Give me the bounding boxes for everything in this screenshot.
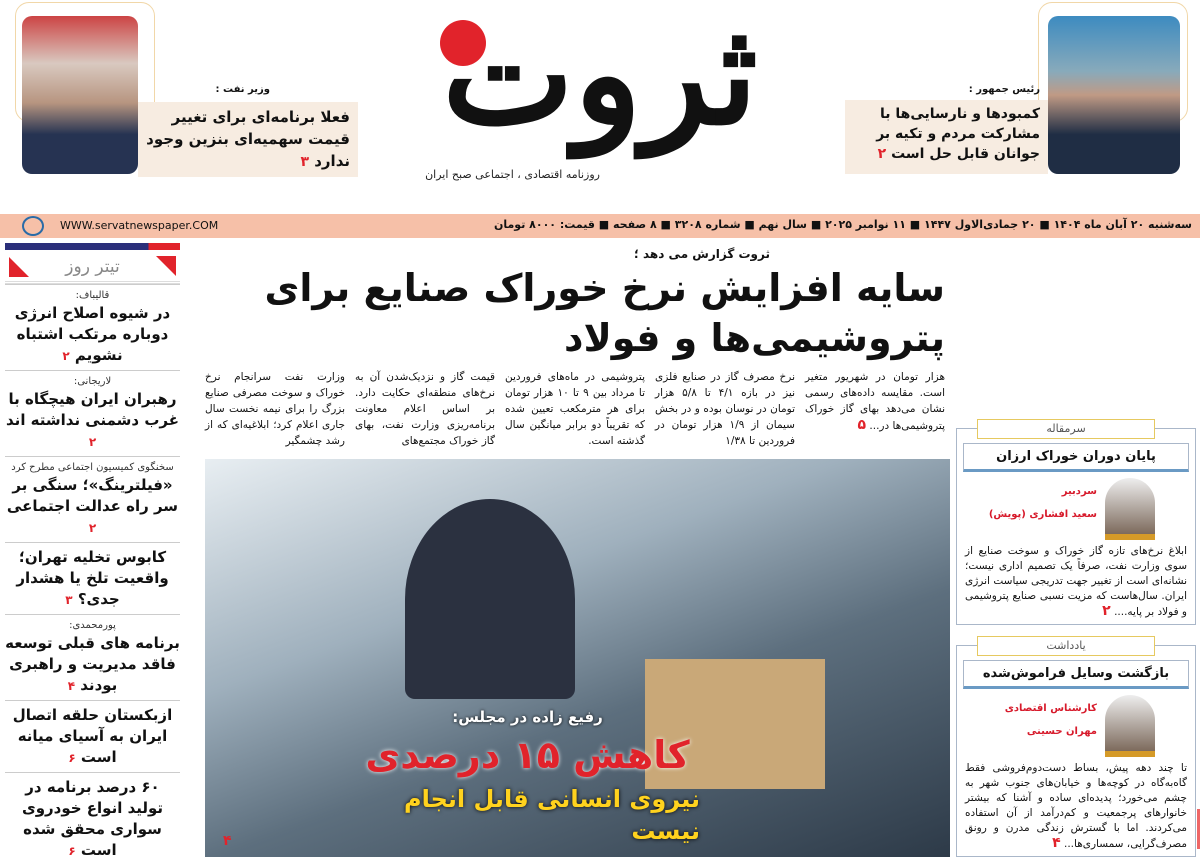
sidebar-headline[interactable] (5, 456, 180, 542)
minister-photo (22, 16, 138, 174)
editorial-card[interactable] (956, 422, 1196, 625)
sidebar-title-text: تیتر روز (65, 257, 120, 277)
photo-subhead: نیروی انسانی قابل انجام نیست (404, 785, 700, 845)
main-column (805, 369, 945, 449)
sidebar-kicker: سخنگوی کمیسیون اجتماعی مطرح کرد (11, 462, 174, 473)
teaser-right-headline: کمبودها و نارسایی‌ها با مشارکت مردم و تکیه بر جوانان قابل حل است (876, 106, 1040, 162)
main-column-text: هزار تومان در شهریور متغیر است. مقایسه داده‌های رسمی نشان می‌دهد بهای گاز خوراک پتروشیمی‌ها در... (805, 371, 945, 432)
photo-kicker: رفیع زاده در مجلس: (452, 708, 603, 726)
sidebar-headline-block (5, 389, 180, 453)
author-avatar (1105, 695, 1155, 757)
teaser-right-kicker: رئیس جمهور : (968, 84, 1040, 95)
note-title: بازگشت وسایل فراموش‌شده (963, 660, 1189, 689)
teaser-left[interactable] (138, 102, 358, 177)
sidebar-headline-block (5, 303, 180, 367)
issue-date: سه‌شنبه ۲۰ آبان ماه ۱۴۰۴ ■ ۲۰ جمادی‌الاول ۱۴۴۷ ■ ۱۱ نوامبر ۲۰۲۵ ■ سال نهم ■ شماره ۳۲۰۸ ■ ۸ صفحه ■ قیمت: ۸۰۰۰ تومان (493, 218, 1192, 231)
president-photo (1048, 16, 1180, 174)
editorial-author: سعید افشاری (پویش) (988, 509, 1097, 520)
sidebar-headline-text: ازبکستان حلقه اتصال ایران به آسیای میانه است (12, 706, 173, 766)
sidebar-headline-block (5, 633, 180, 697)
main-headline[interactable]: سایه افزایش نرخ خوراک صنایع برای پتروشیمی‌ها و فولاد (264, 266, 945, 360)
note-label: یادداشت (977, 636, 1155, 656)
corner-icon (9, 257, 29, 277)
sidebar-headline-text: «فیلترینگ»؛ سنگی بر سر راه عدالت اجتماعی (6, 476, 179, 515)
author-avatar (1105, 478, 1155, 540)
editorial-label: سرمقاله (977, 419, 1155, 439)
main-column-text: قیمت گاز و نزدیک‌شدن آن به نرخ‌های منطقه‌ای حکایت دارد. بر اساس اعلام معاونت برنامه‌ریزی وزارت نفت، بهای گاز خوراک مجتمع‌های (355, 371, 495, 447)
sidebar-headline-block (5, 475, 180, 539)
note-card[interactable] (956, 639, 1196, 857)
editorial-role: سردبیر (1061, 486, 1097, 497)
teaser-right[interactable] (845, 100, 1048, 174)
note-role: کارشناس اقتصادی (1004, 703, 1097, 714)
sidebar-headline-block (5, 547, 180, 611)
page-ref: ۴ (67, 679, 76, 693)
teaser-left-headline: فعلا برنامه‌ای برای تغییر قیمت سهمیه‌ای بنزین وجود ندارد (146, 108, 350, 170)
globe-icon (22, 216, 44, 236)
sidebar-headline[interactable] (5, 542, 180, 614)
main-column (205, 369, 345, 449)
page-ref: ۲ (1102, 603, 1111, 619)
main-kicker: ثروت گزارش می دهد ؛ (633, 247, 770, 261)
page-ref: ۶ (68, 751, 76, 765)
page-ref: ۲ (877, 146, 887, 162)
page-ref: ۲ (62, 349, 70, 363)
page-ref: ۴ (223, 833, 232, 849)
editorial-title: پایان دوران خوراک ارزان (963, 443, 1189, 472)
page-ref: ۲ (88, 521, 97, 535)
note-author: مهران حسینی (1026, 726, 1097, 737)
sidebar-headline-block (5, 705, 180, 769)
sidebar-headline[interactable] (5, 772, 180, 865)
date-bar (0, 214, 1200, 238)
main-body (190, 363, 950, 459)
sidebar-headline-text: در شیوه اصلاح انرژی دوباره مرتکب اشتباه نشویم (14, 304, 171, 364)
newspaper-logo: ثروت (442, 0, 758, 157)
sidebar-headline[interactable] (5, 700, 180, 772)
sidebar-headline-text: برنامه های قبلی توسعه فاقد مدیریت و راهبری بودند (5, 634, 180, 694)
teaser-left-kicker: وزیر نفت : (215, 84, 270, 95)
main-story (190, 245, 950, 857)
sidebar-headline[interactable] (5, 370, 180, 456)
sidebar-headline[interactable] (5, 614, 180, 700)
main-column (655, 369, 795, 449)
photo-headline: کاهش ۱۵ درصدی (365, 733, 690, 777)
sidebar-headline-text: کابوس تخلیه تهران؛ واقعیت تلخ یا هشدار جدی؟ (16, 548, 169, 608)
page-ref: ۳ (300, 154, 309, 170)
photo-story[interactable] (205, 459, 950, 857)
main-column (355, 369, 495, 449)
main-column-text: وزارت نفت سرانجام نرخ خوراک و سوخت مصرفی صنایع بزرگ را برای نیمه نخست سال جاری اعلام کرد؛ ابلاغیه‌ای که از رشد چشمگیر (205, 371, 345, 447)
note-body: تا چند دهه پیش، بساط دست‌دوم‌فروشی فقط گاه‌به‌گاه در کوچه‌ها و خیابان‌های جنوب شهر به چشم می‌خورد؛ پدیده‌ای ساده و آشنا که بیشتر خانوارهای پرجمعیت و کم‌درآمد از آن استفاده می‌کردند. اما با گسترش زندگی مدرن و رونق مصرف‌گرایی، سمساری‌ها... (965, 762, 1187, 850)
stressed-man-figure (405, 499, 575, 699)
corner-icon (156, 256, 176, 276)
sidebar-kicker: پورمحمدی: (69, 620, 116, 631)
editorial-body: ابلاغ نرخ‌های تازه گاز خوراک و سوخت صنایع از سوی وزارت نفت، صرفاً یک تصمیم اداری نیست؛ نشانه‌ای است از تغییر جهت تدریجی سیاست انرژی ایران. سال‌هاست که مزیت نسبی صنایع پتروشیمی و فولاد بر پایه.... (965, 545, 1187, 618)
page-ref: ۵ (857, 417, 867, 433)
page-ref: ۲ (88, 435, 97, 449)
sidebar-bar (5, 243, 180, 250)
sidebar-headline-text: رهبران ایران هیچگاه با غرب دشمنی نداشته اند (6, 390, 179, 429)
sidebar-headline-text: ۶۰ درصد برنامه در تولید انواع خودروی سواری محقق شده است (21, 778, 164, 859)
tagline: روزنامه اقتصادی ، اجتماعی صبح ایران (425, 168, 600, 181)
sidebar-list (5, 284, 180, 865)
sidebar-headline-block (5, 777, 180, 862)
sidebar (5, 243, 180, 865)
sidebar-title (5, 250, 180, 284)
right-column (956, 422, 1196, 857)
page-ref: ۶ (68, 844, 76, 858)
sidebar-kicker: لاریجانی: (73, 376, 112, 387)
sidebar-kicker: قالیباف: (75, 290, 110, 301)
page-ref: ۳ (65, 593, 73, 607)
main-column (505, 369, 645, 449)
sidebar-headline[interactable] (5, 284, 180, 370)
main-column-text: پتروشیمی در ماه‌های فروردین تا مرداد بین ۹ تا ۱۰ هزار تومان برای هر مترمکعب تعیین شده که تقریباً دو برابر میانگین سال گذشته است. (505, 371, 646, 447)
website-link[interactable]: WWW.servatnewspaper.COM (60, 219, 219, 232)
page-ref: ۴ (1052, 835, 1061, 851)
main-column-text: نرخ مصرف گاز در صنایع فلزی نیز در بازه ۴/۱ تا ۵/۸ هزار تومان در نوسان بوده و در بخش سیمان از ۱/۹ هزار تومان در فروردین تا ۱/۳۸ (655, 371, 796, 447)
